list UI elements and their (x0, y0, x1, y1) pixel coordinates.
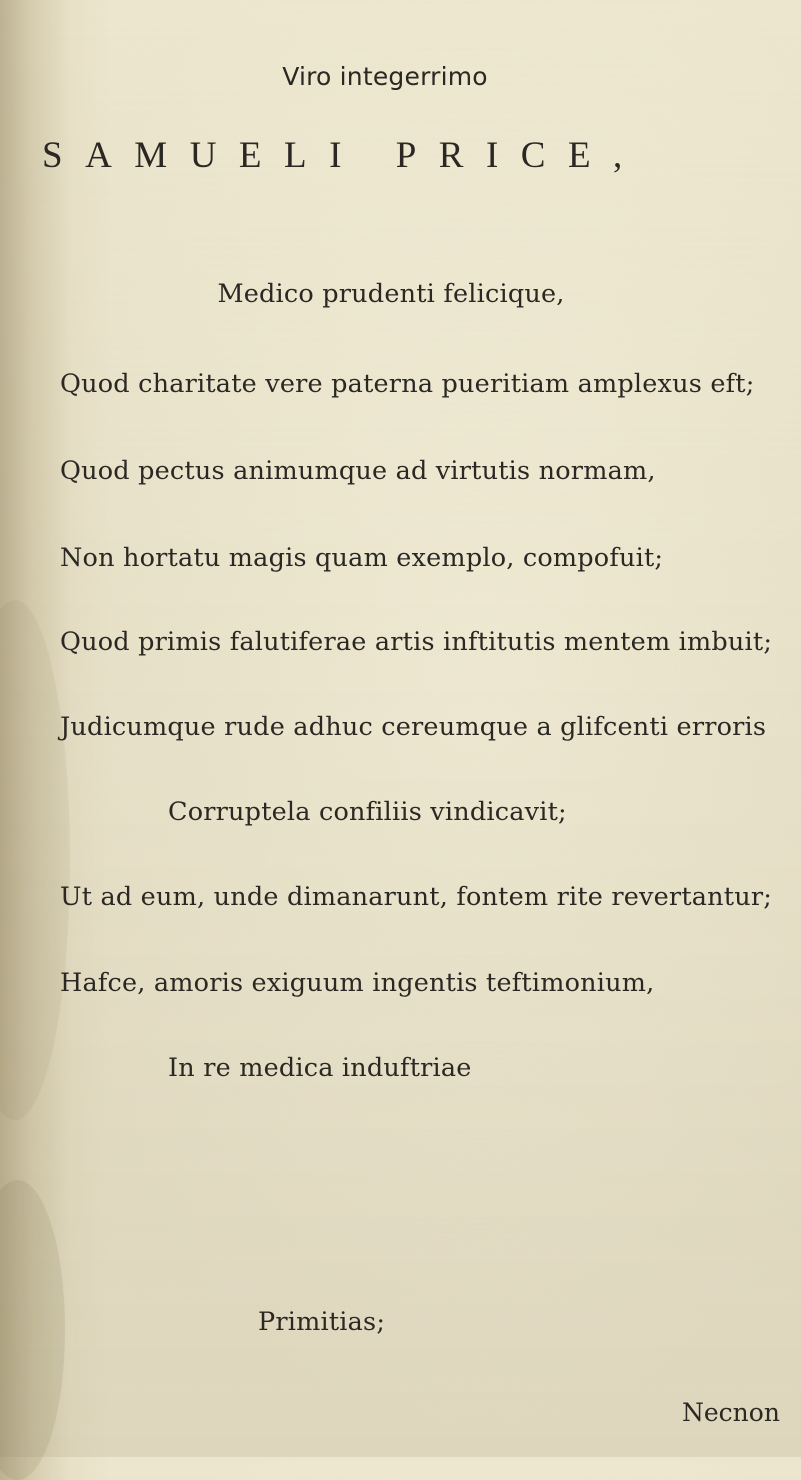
verse-line: Quod primis falutiferae artis inftitutis mentem imbuit; (60, 627, 773, 657)
catchword: Necnon (682, 1398, 780, 1427)
verse-line: Quod charitate vere paterna pueritiam amplexus eft; (60, 369, 755, 399)
title-line: Medico prudenti felicique, (217, 279, 565, 309)
verse-line: Quod pectus animumque ad virtutis normam, (60, 456, 656, 486)
verse-line: Non hortatu magis quam exemplo, compofuit; (60, 543, 664, 573)
verse-line: Judicumque rude adhuc cereumque a glifcenti erroris (60, 712, 767, 742)
verse-line: Ut ad eum, unde dimanarunt, fontem rite revertantur; (60, 882, 773, 912)
verse-line: In re medica induftriae (168, 1053, 472, 1083)
verse-line: Hafce, amoris exiguum ingentis teftimonium, (60, 968, 655, 998)
paper-stain (0, 1180, 65, 1480)
paper-stain (0, 600, 70, 1120)
verse-line: Corruptela confiliis vindicavit; (168, 797, 567, 827)
verse-line: Primitias; (258, 1307, 386, 1337)
dedication-line: Viro integerrimo (282, 62, 488, 91)
dedicatee-name: SAMUELI PRICE, (42, 135, 645, 176)
